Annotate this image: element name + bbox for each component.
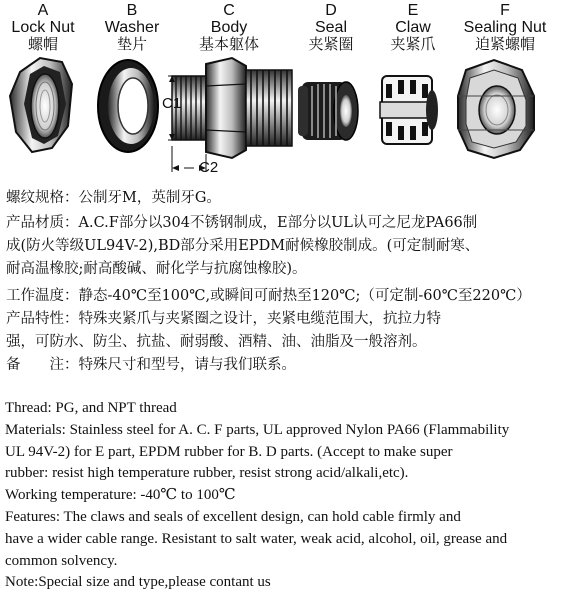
en-note: Note:Special size and type,please contant us bbox=[5, 574, 271, 591]
part-english-name: Lock Nut bbox=[11, 19, 75, 36]
claw-drawing bbox=[380, 76, 438, 144]
cn-thread: 螺纹规格：公制牙M，英制牙G。 bbox=[6, 190, 221, 206]
english-specifications bbox=[5, 398, 565, 594]
part-letter: E bbox=[407, 2, 419, 19]
dimension-c1-label: C1 bbox=[162, 95, 182, 112]
part-chinese-name: 垫片 bbox=[116, 35, 147, 53]
cn-features-line-1: 产品特性：特殊夹紧爪与夹紧圈之设计，夹紧电缆范围大，抗拉力特 bbox=[6, 311, 441, 327]
part-english-name: Washer bbox=[104, 19, 160, 36]
en-materials-line-3: rubber: resist high temperature rubber, resist strong acid/alkali,etc). bbox=[5, 465, 409, 482]
part-letter: D bbox=[325, 2, 337, 19]
sealing-nut-drawing bbox=[458, 60, 534, 158]
part-english-name: Sealing Nut bbox=[463, 19, 547, 36]
en-features-line-2: have a wider cable range. Resistant to salt water, weak acid, alcohol, oil, grease and bbox=[5, 530, 508, 547]
en-materials-line-2: UL 94V-2) for E part, EPDM rubber for B. D parts. (Accept to make super bbox=[5, 443, 453, 460]
parts-diagram bbox=[0, 0, 565, 180]
cn-note: 备 注：特殊尺寸和型号，请与我们联系。 bbox=[6, 357, 296, 373]
part-english-name: Claw bbox=[395, 19, 431, 36]
dimension-c2-label: C2 bbox=[199, 159, 219, 176]
en-thread: Thread: PG, and NPT thread bbox=[5, 400, 177, 416]
part-chinese-name: 夹紧爪 bbox=[390, 35, 436, 53]
part-chinese-name: 夹紧圈 bbox=[308, 35, 354, 53]
part-letter: C bbox=[223, 2, 235, 19]
part-chinese-name: 螺帽 bbox=[27, 35, 58, 53]
cn-materials-line-1: 产品材质：A.C.F部分以304不锈钢制成，E部分以UL认可之尼龙PA66制 bbox=[6, 215, 478, 231]
exploded-view-drawing bbox=[0, 0, 565, 185]
body-drawing bbox=[168, 58, 292, 172]
cn-materials-line-3: 耐高温橡胶;耐高酸碱、耐化学与抗腐蚀橡胶)。 bbox=[6, 261, 307, 277]
cn-features-line-2: 强，可防水、防尘、抗盐、耐弱酸、酒精、油、油脂及一般溶剂。 bbox=[6, 334, 427, 350]
part-letter: F bbox=[500, 2, 510, 19]
cn-materials-line-2: 成(防火等级UL94V-2),BD部分采用EPDM耐候橡胶制成。(可定制耐寒、 bbox=[6, 238, 480, 254]
part-letter: B bbox=[126, 2, 138, 19]
lock-nut-drawing bbox=[10, 58, 72, 152]
cn-temperature: 工作温度：静态-40℃至100℃,或瞬间可耐热至120℃;（可定制-60℃至220℃） bbox=[6, 288, 531, 304]
part-english-name: Body bbox=[210, 19, 248, 36]
en-temperature: Working temperature: -40℃ to 100℃ bbox=[5, 487, 236, 504]
chinese-specifications bbox=[6, 187, 562, 377]
en-materials-line-1: Materials: Stainless steel for A. C. F parts, UL approved Nylon PA66 (Flammability bbox=[5, 421, 510, 438]
part-letter: A bbox=[37, 2, 49, 19]
part-english-name: Seal bbox=[314, 19, 348, 36]
en-features-line-1: Features: The claws and seals of excellent design, can hold cable firmly and bbox=[5, 508, 461, 525]
washer-drawing bbox=[98, 60, 158, 152]
part-chinese-name: 迫紧螺帽 bbox=[474, 35, 535, 53]
part-chinese-name: 基本躯体 bbox=[198, 35, 259, 53]
en-features-line-3: common solvency. bbox=[5, 552, 118, 569]
seal-drawing bbox=[298, 82, 358, 140]
